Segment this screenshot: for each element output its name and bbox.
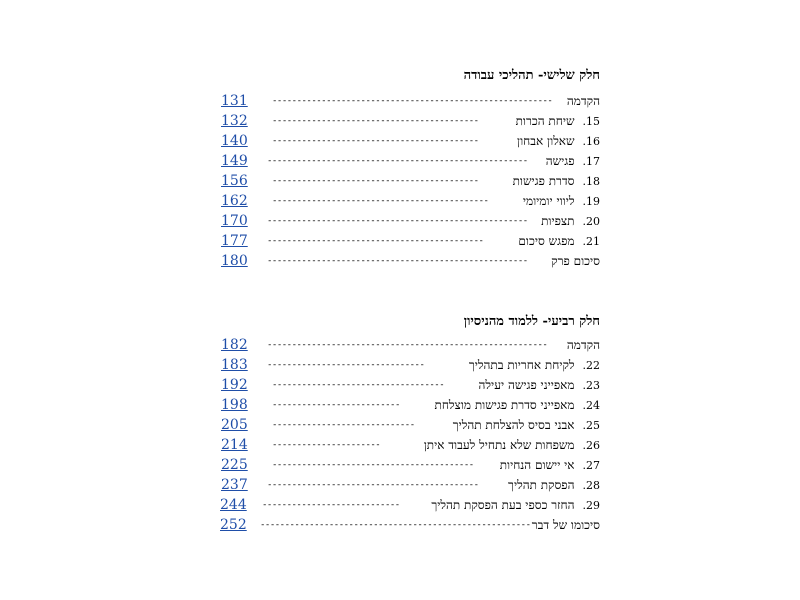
toc-entry-label: 21.מפגש סיכום [518,234,600,248]
section-title-part-4: חלק רביעי- ללמוד מהניסיון [463,314,600,329]
toc-entry-label: 28.הפסקת תהליך [508,478,600,492]
chapter-number: 25. [582,419,600,432]
page-link[interactable]: 183 [221,357,248,373]
page-link[interactable]: 140 [221,133,248,149]
page-link[interactable]: 237 [221,477,248,493]
page-link[interactable]: 198 [221,397,248,413]
toc-row [215,231,600,251]
chapter-number: 15. [582,115,600,128]
toc-entry-label: 23.מאפייני פגישה יעילה [478,378,600,392]
toc-entry-label: 15.שיחת הכרות [515,114,600,128]
toc-entry-label: 29.החזר כספי בעת הפסקת תהליך [431,498,600,512]
toc-entry-label: 18.סדרת פגישות [512,174,600,188]
page-link[interactable]: 205 [221,417,248,433]
chapter-number: 28. [582,479,600,492]
dot-leader: ---------------------- [272,440,381,450]
dot-leader: -------------------------------- [267,360,425,370]
toc-entry-label: 25.אבני בסיס להצלחת תהליך [452,418,600,432]
section-title-part-3: חלק שלישי- תהליכי עבודה [463,68,600,83]
dot-leader: ----------------------------------- [272,380,445,390]
page-link[interactable]: 252 [220,517,247,533]
toc-row [215,495,600,515]
toc-entry-label: הקדמה [566,338,600,352]
chapter-number: 20. [582,215,600,228]
toc-entry-label: 16.שאלון אבחון [517,134,600,148]
chapter-number: 26. [582,439,600,452]
toc-row [215,111,600,131]
chapter-number: 29. [582,499,600,512]
toc-entry-label: סיכומו של דבר [531,518,600,532]
dot-leader: ----------------------------------------------------- [267,156,528,166]
toc-row [215,515,600,535]
toc-entry-label: סיכום פרק [551,254,600,268]
page-link[interactable]: 244 [220,497,247,513]
dot-leader: -------------------------- [272,400,400,410]
chapter-number: 24. [582,399,600,412]
toc-row [215,475,600,495]
page-link[interactable]: 225 [221,457,248,473]
toc-row [215,151,600,171]
dot-leader: ----------------------------------------- [272,460,474,470]
page-link[interactable]: 156 [221,173,248,189]
toc-entry-label: 27.אי יישום הנחיות [499,458,600,472]
dot-leader: ------------------------------------------ [272,136,479,146]
toc-row [215,91,600,111]
toc-row [215,355,600,375]
toc-row [215,251,600,271]
chapter-number: 16. [582,135,600,148]
page-link[interactable]: 192 [221,377,248,393]
dot-leader: -------------------------------------------- [267,236,484,246]
page-link[interactable]: 132 [221,113,248,129]
toc-row [215,415,600,435]
toc-row [215,335,600,355]
page-link[interactable]: 182 [221,337,248,353]
toc-row [215,171,600,191]
toc-row [215,395,600,415]
dot-leader: -------------------------------------------- [272,196,489,206]
chapter-number: 22. [582,359,600,372]
chapter-number: 27. [582,459,600,472]
dot-leader: ---------------------------- [262,500,400,510]
page-link[interactable]: 214 [221,437,248,453]
chapter-number: 17. [582,155,600,168]
toc-row [215,211,600,231]
toc-row [215,191,600,211]
dot-leader: ------------------------------------------------------- [260,520,531,530]
toc-row [215,455,600,475]
toc-entry-label: 20.תצפיות [541,214,600,228]
toc-entry-label: 17.פגישה [545,154,600,168]
chapter-number: 23. [582,379,600,392]
toc-entry-label: 22.לקיחת אחריות בתהליך [468,358,600,372]
toc-entry-label: 19.ליווי יומיומי [522,194,600,208]
page-link[interactable]: 170 [221,213,248,229]
toc-row [215,375,600,395]
dot-leader: ----------------------------------------------------- [267,216,528,226]
chapter-number: 19. [582,195,600,208]
dot-leader: ------------------------------------------ [272,176,479,186]
page-link[interactable]: 180 [221,253,248,269]
toc-row [215,435,600,455]
dot-leader: ----------------------------------------------------- [267,256,528,266]
dot-leader: ------------------------------------------- [267,480,479,490]
page-link[interactable]: 149 [221,153,248,169]
page-link[interactable]: 177 [221,233,248,249]
page-link[interactable]: 131 [221,93,248,109]
toc-entry-label: הקדמה [566,94,600,108]
toc-entry-label: 24.מאפייני סדרת פגישות מוצלחת [434,398,600,412]
chapter-number: 21. [582,235,600,248]
dot-leader: ----------------------------- [272,420,415,430]
dot-leader: --------------------------------------------------------- [267,340,548,350]
dot-leader: ------------------------------------------ [272,116,479,126]
chapter-number: 18. [582,175,600,188]
dot-leader: --------------------------------------------------------- [272,96,553,106]
toc-entry-label: 26.משפחות שלא נתחיל לעבוד איתן [423,438,600,452]
toc-row [215,131,600,151]
page-link[interactable]: 162 [221,193,248,209]
